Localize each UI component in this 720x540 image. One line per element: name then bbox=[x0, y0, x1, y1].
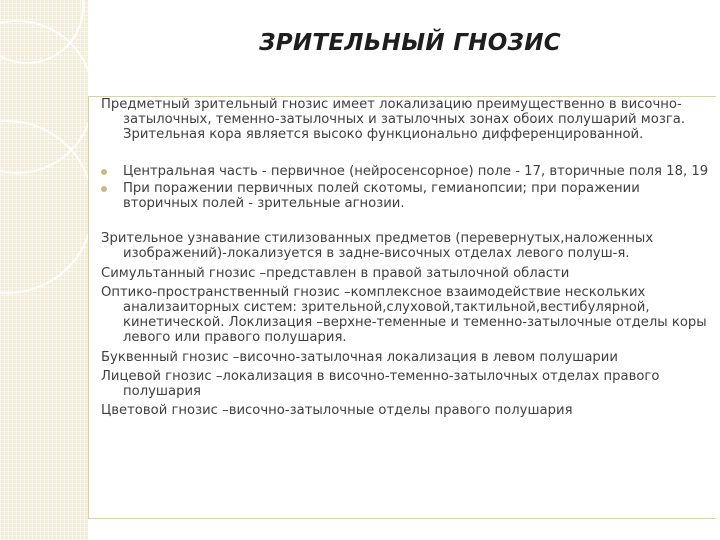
intro-paragraph: Предметный зрительный гнозис имеет локализацию преимущественно в височно-затылочных, теменно-затылочных и затылочных зонах обоих полушарий мозга. Зрительная кора является высоко функционально дифференцированной. bbox=[101, 97, 686, 143]
slide-body bbox=[101, 97, 709, 422]
bullet-icon bbox=[101, 186, 107, 192]
paragraph-item: Цветовой гнозис –височно-затылочные отделы правого полушария bbox=[101, 403, 573, 419]
bullet-item bbox=[101, 181, 709, 211]
bullet-text: Центральная часть - первичное (нейросенсорное) поле - 17, вторичные поля 18, 19 bbox=[123, 163, 709, 179]
bullet-list bbox=[101, 164, 709, 212]
paragraph-item: Симультанный гнозис –представлен в правой затылочной области bbox=[101, 265, 570, 281]
bullet-text: При поражении первичных полей скотомы, гемианопсии; при поражении вторичных полей - зрительные агнозии. bbox=[123, 180, 640, 212]
paragraph-item: Буквенный гнозис –височно-затылочная локализация в левом полушарии bbox=[101, 349, 618, 365]
paragraph-item: Оптико-пространственный гнозис –комплексное взаимодействие нескольких анализаиторных систем: зрительной,слуховой,тактильной,вестибулярной, кинетической. Локлизация –верхне-теменные и теменно-затылочные отделы коры левого или правого полушария. bbox=[101, 284, 707, 346]
bullet-item bbox=[101, 164, 709, 179]
bullet-icon bbox=[101, 169, 107, 175]
paragraph-list bbox=[101, 231, 709, 418]
decorative-side-panel bbox=[0, 0, 88, 540]
slide-title: ЗРИТЕЛЬНЫЙ ГНОЗИС bbox=[259, 30, 561, 56]
paragraph-item: Лицевой гнозис –локализация в височно-теменно-затылочных отделах правого полушария bbox=[101, 368, 660, 400]
paragraph-item: Зрительное узнавание стилизованных предметов (перевернутых,наложенных изображений)-локализуется в задне-височных отделах левого полуш-я. bbox=[101, 231, 654, 262]
